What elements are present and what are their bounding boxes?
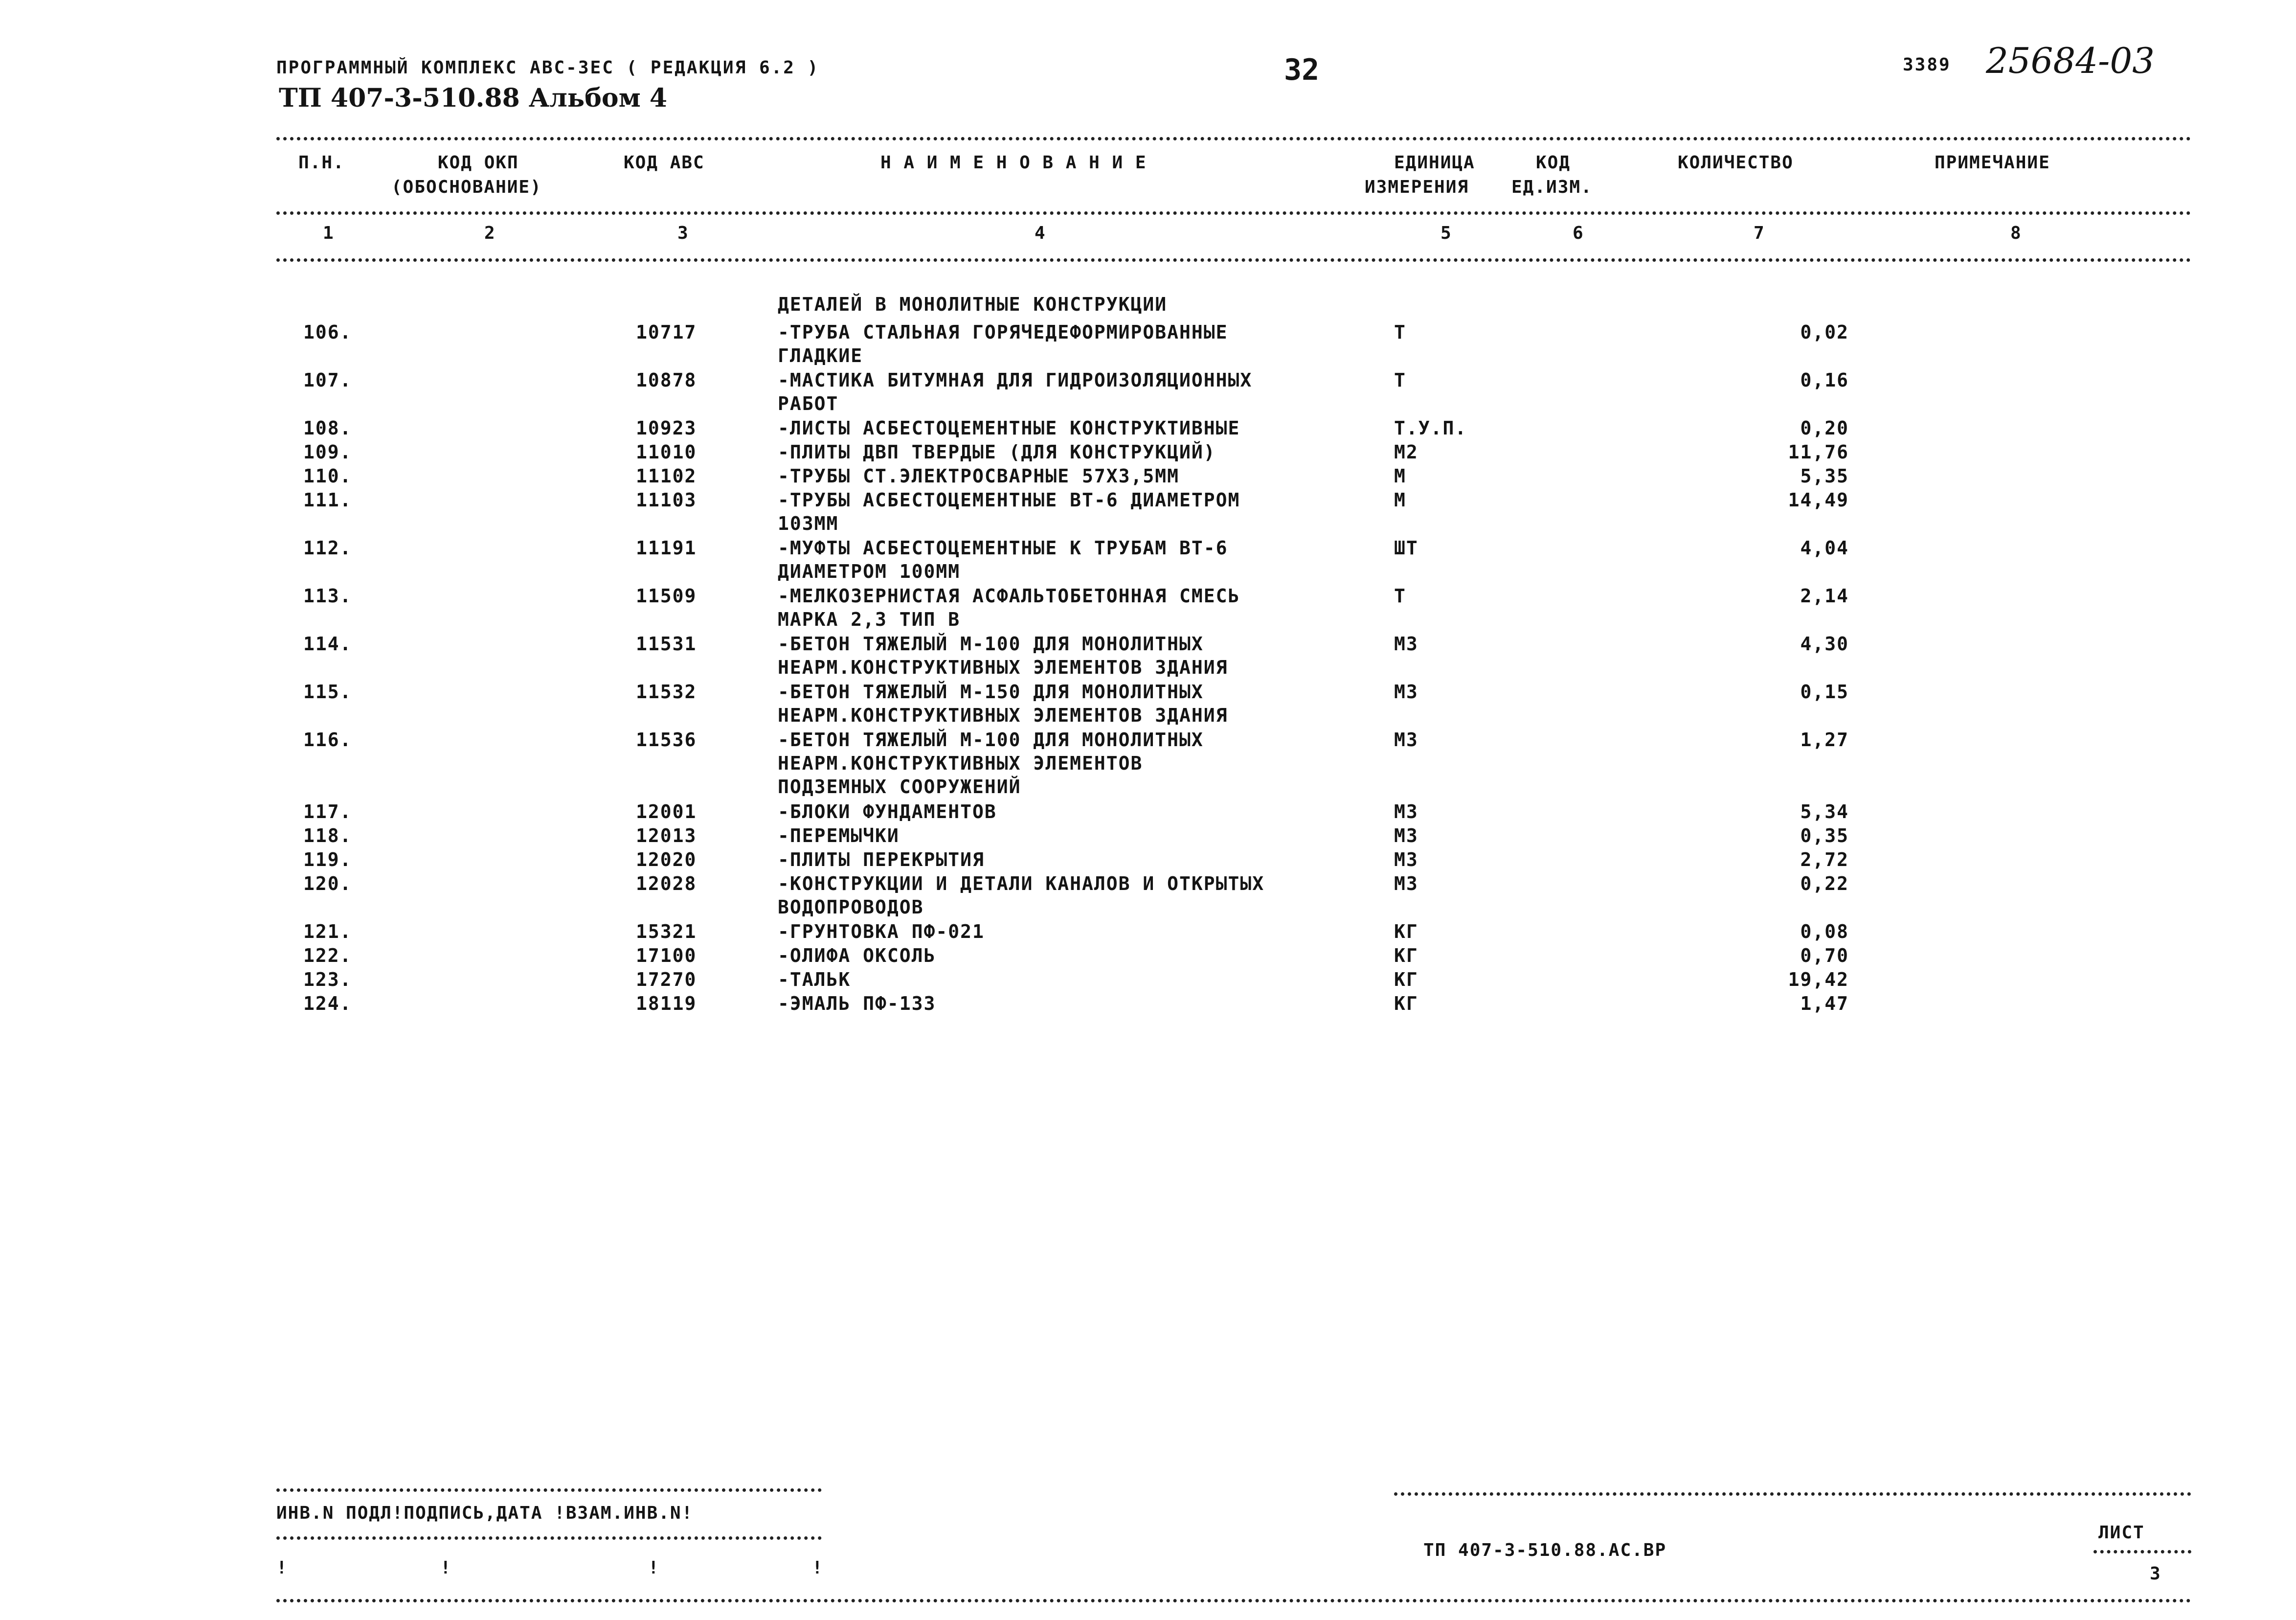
row-unit: КГ bbox=[1394, 921, 1418, 942]
row-position-number: 107. bbox=[303, 369, 352, 391]
table-row bbox=[0, 728, 2296, 798]
document-title: ТП 407-3-510.88 Альбом 4 bbox=[279, 83, 668, 113]
archive-number: 25684-03 bbox=[1986, 40, 2155, 81]
row-abc-code: 11509 bbox=[636, 585, 697, 607]
row-name: -БЕТОН ТЯЖЕЛЫЙ М-100 ДЛЯ МОНОЛИТНЫХ НЕАРМ.КОНСТРУКТИВНЫХ ЭЛЕМЕНТОВ ЗДАНИЯ bbox=[778, 633, 1228, 678]
row-abc-code: 10923 bbox=[636, 417, 697, 439]
row-name: -ТРУБА СТАЛЬНАЯ ГОРЯЧЕДЕФОРМИРОВАННЫЕ ГЛАДКИЕ bbox=[778, 321, 1228, 366]
table-row bbox=[0, 464, 2296, 488]
row-position-number: 111. bbox=[303, 489, 352, 511]
row-name: -ПЕРЕМЫЧКИ bbox=[778, 825, 900, 846]
row-quantity: 5,34 bbox=[1800, 801, 1849, 822]
row-abc-code: 11102 bbox=[636, 465, 697, 487]
column-header-unit-code: КОД bbox=[1536, 153, 1571, 173]
table-row bbox=[0, 632, 2296, 678]
table-row bbox=[0, 320, 2296, 366]
row-abc-code: 11536 bbox=[636, 729, 697, 751]
row-position-number: 120. bbox=[303, 873, 352, 894]
row-unit: М3 bbox=[1394, 633, 1418, 655]
table-row bbox=[0, 944, 2296, 967]
row-position-number: 115. bbox=[303, 681, 352, 703]
row-unit: М3 bbox=[1394, 801, 1418, 822]
row-abc-code: 12028 bbox=[636, 873, 697, 894]
row-abc-code: 10717 bbox=[636, 321, 697, 343]
table-row bbox=[0, 584, 2296, 630]
row-unit: Т bbox=[1394, 369, 1406, 391]
sheet-divider-rule bbox=[2093, 1550, 2191, 1553]
section-title: ДЕТАЛЕЙ В МОНОЛИТНЫЕ КОНСТРУКЦИИ bbox=[778, 294, 1168, 315]
table-row bbox=[0, 536, 2296, 582]
row-quantity: 0,16 bbox=[1800, 369, 1849, 391]
row-position-number: 108. bbox=[303, 417, 352, 439]
column-number-5: 5 bbox=[1441, 223, 1452, 243]
stamp-top-rule bbox=[276, 1488, 822, 1492]
row-name: -ЛИСТЫ АСБЕСТОЦЕМЕНТНЫЕ КОНСТРУКТИВНЫЕ bbox=[778, 417, 1240, 439]
column-header-okp-sub: (ОБОСНОВАНИЕ) bbox=[391, 177, 542, 197]
table-row bbox=[0, 968, 2296, 991]
row-position-number: 118. bbox=[303, 825, 352, 846]
row-unit: М2 bbox=[1394, 441, 1418, 463]
sheet-number: 3 bbox=[2150, 1564, 2161, 1584]
row-position-number: 106. bbox=[303, 321, 352, 343]
row-unit: М3 bbox=[1394, 873, 1418, 894]
row-name: -ТАЛЬК bbox=[778, 969, 851, 990]
row-abc-code: 18119 bbox=[636, 993, 697, 1014]
column-number-6: 6 bbox=[1573, 223, 1584, 243]
row-position-number: 113. bbox=[303, 585, 352, 607]
row-abc-code: 11532 bbox=[636, 681, 697, 703]
row-name: -ПЛИТЫ ДВП ТВЕРДЫЕ (ДЛЯ КОНСТРУКЦИЙ) bbox=[778, 441, 1216, 463]
row-position-number: 122. bbox=[303, 945, 352, 966]
page-bottom-rule bbox=[276, 1599, 2191, 1602]
row-name: -ПЛИТЫ ПЕРЕКРЫТИЯ bbox=[778, 849, 985, 870]
row-unit: Т bbox=[1394, 321, 1406, 343]
row-quantity: 0,22 bbox=[1800, 873, 1849, 894]
table-row bbox=[0, 920, 2296, 943]
column-header-unit: ЕДИНИЦА bbox=[1394, 153, 1475, 173]
row-position-number: 116. bbox=[303, 729, 352, 751]
column-number-3: 3 bbox=[677, 223, 689, 243]
column-number-7: 7 bbox=[1754, 223, 1765, 243]
document-code: ТП 407-3-510.88.АС.ВР bbox=[1423, 1540, 1667, 1560]
row-unit: М bbox=[1394, 489, 1406, 511]
row-abc-code: 17270 bbox=[636, 969, 697, 990]
table-row bbox=[0, 440, 2296, 464]
row-quantity: 19,42 bbox=[1788, 969, 1849, 990]
row-unit: ШТ bbox=[1394, 537, 1418, 559]
row-name: -ГРУНТОВКА ПФ-021 bbox=[778, 921, 985, 942]
row-quantity: 2,14 bbox=[1800, 585, 1849, 607]
row-quantity: 14,49 bbox=[1788, 489, 1849, 511]
page-number: 32 bbox=[1284, 53, 1320, 87]
row-name: -МЕЛКОЗЕРНИСТАЯ АСФАЛЬТОБЕТОННАЯ СМЕСЬ МАРКА 2,3 ТИП В bbox=[778, 585, 1240, 630]
row-name: -ТРУБЫ АСБЕСТОЦЕМЕНТНЫЕ ВТ-6 ДИАМЕТРОМ 103ММ bbox=[778, 489, 1240, 534]
column-number-1: 1 bbox=[323, 223, 335, 243]
row-unit: М bbox=[1394, 465, 1406, 487]
table-row bbox=[0, 416, 2296, 440]
column-header-unit-code-sub: ЕД.ИЗМ. bbox=[1511, 177, 1593, 197]
row-abc-code: 11103 bbox=[636, 489, 697, 511]
row-quantity: 0,70 bbox=[1800, 945, 1849, 966]
archive-prefix: 3389 bbox=[1903, 55, 1951, 75]
row-abc-code: 12020 bbox=[636, 849, 697, 870]
row-abc-code: 10878 bbox=[636, 369, 697, 391]
stamp-divider-2: ! bbox=[440, 1558, 452, 1578]
row-quantity: 4,04 bbox=[1800, 537, 1849, 559]
row-abc-code: 17100 bbox=[636, 945, 697, 966]
row-position-number: 119. bbox=[303, 849, 352, 870]
row-unit: КГ bbox=[1394, 993, 1418, 1014]
row-name: -БЛОКИ ФУНДАМЕНТОВ bbox=[778, 801, 997, 822]
row-unit: Т bbox=[1394, 585, 1406, 607]
row-unit: М3 bbox=[1394, 681, 1418, 703]
row-unit: Т.У.П. bbox=[1394, 417, 1467, 439]
row-quantity: 5,35 bbox=[1800, 465, 1849, 487]
row-unit: КГ bbox=[1394, 945, 1418, 966]
row-name: -БЕТОН ТЯЖЕЛЫЙ М-100 ДЛЯ МОНОЛИТНЫХ НЕАРМ.КОНСТРУКТИВНЫХ ЭЛЕМЕНТОВ ПОДЗЕМНЫХ СООРУЖЕНИЙ bbox=[778, 729, 1204, 798]
column-header-note: ПРИМЕЧАНИЕ bbox=[1935, 153, 2050, 173]
column-header-quantity: КОЛИЧЕСТВО bbox=[1678, 153, 1794, 173]
table-row bbox=[0, 848, 2296, 871]
column-header-okp: КОД ОКП bbox=[438, 153, 519, 173]
table-row bbox=[0, 680, 2296, 726]
row-name: -ТРУБЫ СТ.ЭЛЕКТРОСВАРНЫЕ 57Х3,5ММ bbox=[778, 465, 1179, 487]
row-position-number: 121. bbox=[303, 921, 352, 942]
column-number-4: 4 bbox=[1035, 223, 1046, 243]
row-name: -ОЛИФА ОКСОЛЬ bbox=[778, 945, 936, 966]
row-quantity: 1,47 bbox=[1800, 993, 1849, 1014]
row-quantity: 2,72 bbox=[1800, 849, 1849, 870]
column-number-2: 2 bbox=[484, 223, 496, 243]
table-row bbox=[0, 872, 2296, 918]
stamp-divider-1: ! bbox=[276, 1558, 288, 1578]
title-block-top-rule bbox=[1394, 1492, 2191, 1496]
row-name: -МАСТИКА БИТУМНАЯ ДЛЯ ГИДРОИЗОЛЯЦИОННЫХ РАБОТ bbox=[778, 369, 1253, 414]
column-header-position: П.Н. bbox=[298, 153, 345, 173]
row-name: -КОНСТРУКЦИИ И ДЕТАЛИ КАНАЛОВ И ОТКРЫТЫХ ВОДОПРОВОДОВ bbox=[778, 873, 1265, 918]
row-unit: М3 bbox=[1394, 729, 1418, 751]
table-row bbox=[0, 992, 2296, 1015]
sheet-label: ЛИСТ bbox=[2098, 1523, 2145, 1543]
row-name: -МУФТЫ АСБЕСТОЦЕМЕНТНЫЕ К ТРУБАМ ВТ-6 ДИАМЕТРОМ 100ММ bbox=[778, 537, 1228, 582]
column-header-name: Н А И М Е Н О В А Н И Е bbox=[880, 153, 1147, 173]
stamp-divider-4: ! bbox=[812, 1558, 824, 1578]
table-row bbox=[0, 368, 2296, 414]
row-position-number: 124. bbox=[303, 993, 352, 1014]
row-position-number: 112. bbox=[303, 537, 352, 559]
row-abc-code: 12013 bbox=[636, 825, 697, 846]
row-unit: М3 bbox=[1394, 849, 1418, 870]
row-abc-code: 12001 bbox=[636, 801, 697, 822]
table-row bbox=[0, 488, 2296, 534]
stamp-divider-3: ! bbox=[648, 1558, 660, 1578]
row-quantity: 0,15 bbox=[1800, 681, 1849, 703]
row-abc-code: 11010 bbox=[636, 441, 697, 463]
row-quantity: 4,30 bbox=[1800, 633, 1849, 655]
table-row bbox=[0, 824, 2296, 847]
table-row bbox=[0, 800, 2296, 823]
column-header-unit-sub: ИЗМЕРЕНИЯ bbox=[1365, 177, 1469, 197]
row-position-number: 114. bbox=[303, 633, 352, 655]
row-quantity: 0,35 bbox=[1800, 825, 1849, 846]
row-name: -ЭМАЛЬ ПФ-133 bbox=[778, 993, 936, 1014]
row-quantity: 0,02 bbox=[1800, 321, 1849, 343]
row-position-number: 123. bbox=[303, 969, 352, 990]
row-quantity: 1,27 bbox=[1800, 729, 1849, 751]
row-quantity: 0,20 bbox=[1800, 417, 1849, 439]
column-number-8: 8 bbox=[2010, 223, 2022, 243]
row-position-number: 110. bbox=[303, 465, 352, 487]
stamp-middle-rule bbox=[276, 1536, 822, 1540]
row-abc-code: 11191 bbox=[636, 537, 697, 559]
row-abc-code: 11531 bbox=[636, 633, 697, 655]
row-position-number: 117. bbox=[303, 801, 352, 822]
row-name: -БЕТОН ТЯЖЕЛЫЙ М-150 ДЛЯ МОНОЛИТНЫХ НЕАРМ.КОНСТРУКТИВНЫХ ЭЛЕМЕНТОВ ЗДАНИЯ bbox=[778, 681, 1228, 726]
column-header-abc: КОД АВС bbox=[624, 153, 705, 173]
program-header: ПРОГРАММНЫЙ КОМПЛЕКС АВС-3ЕС ( РЕДАКЦИЯ 6.2 ) bbox=[276, 58, 820, 78]
row-quantity: 0,08 bbox=[1800, 921, 1849, 942]
row-unit: КГ bbox=[1394, 969, 1418, 990]
row-quantity: 11,76 bbox=[1788, 441, 1849, 463]
stamp-header: ИНВ.N ПОДЛ!ПОДПИСЬ,ДАТА !ВЗАМ.ИНВ.N! bbox=[276, 1503, 694, 1523]
row-unit: М3 bbox=[1394, 825, 1418, 846]
row-abc-code: 15321 bbox=[636, 921, 697, 942]
row-position-number: 109. bbox=[303, 441, 352, 463]
